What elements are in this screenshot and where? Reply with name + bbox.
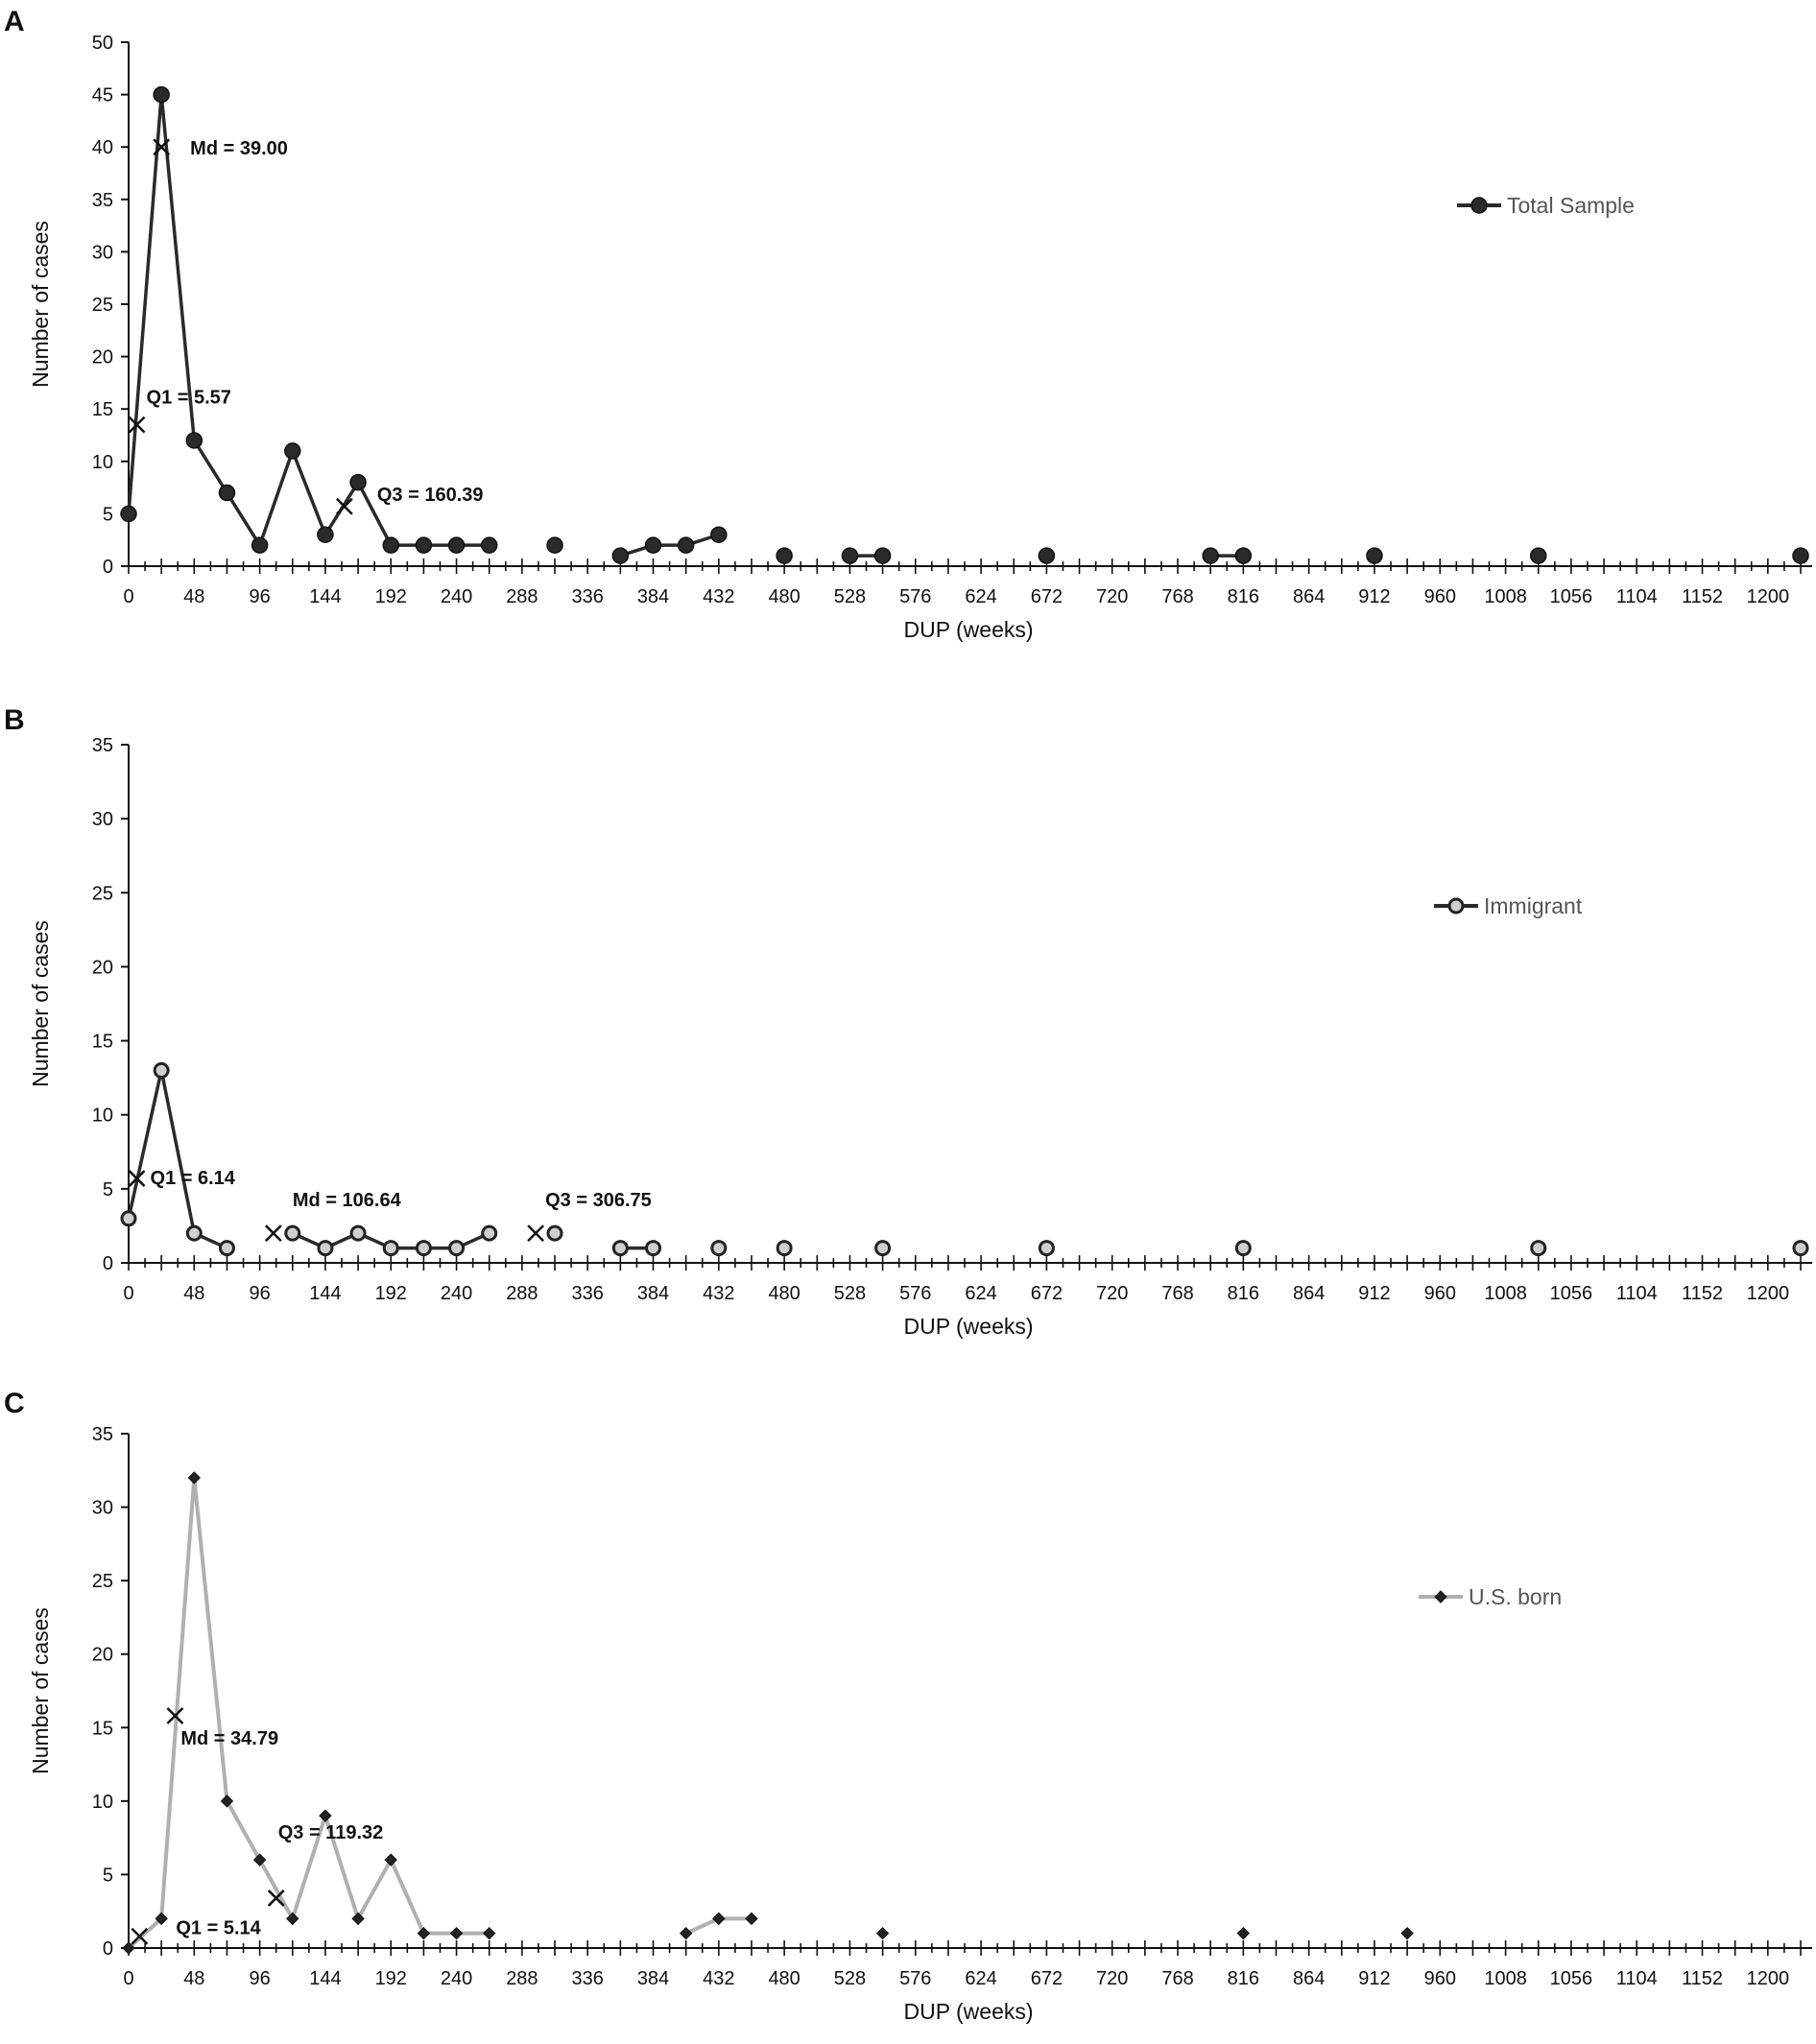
data-point [679, 537, 694, 553]
y-tick-label: 15 [91, 1718, 113, 1740]
x-tick-label: 864 [1292, 1968, 1326, 1989]
y-tick-label: 20 [91, 346, 113, 368]
x-tick-label: 432 [703, 586, 735, 607]
y-tick-label: 20 [91, 1644, 113, 1666]
x-tick-label: 432 [703, 1283, 735, 1304]
x-tick-label: 1152 [1682, 1968, 1724, 1989]
x-tick-label: 720 [1096, 586, 1129, 607]
y-tick-label: 30 [91, 809, 113, 831]
data-point [285, 443, 300, 459]
panel-letter-c: C [4, 1388, 25, 1419]
x-tick-label: 864 [1292, 586, 1326, 607]
data-point [449, 537, 465, 553]
x-axis-title: DUP (weeks) [903, 1999, 1034, 2024]
y-tick-label: 0 [102, 557, 113, 578]
y-tick-label: 10 [91, 1105, 113, 1127]
x-tick-label: 144 [309, 586, 342, 607]
x-tick-label: 1152 [1682, 586, 1724, 607]
data-point [484, 1928, 495, 1939]
x-tick-label: 960 [1423, 586, 1456, 607]
data-point [482, 537, 497, 553]
data-point [1203, 548, 1218, 563]
data-point [186, 433, 202, 448]
data-point [121, 506, 136, 521]
data-point [1793, 548, 1808, 563]
x-tick-label: 768 [1161, 1968, 1194, 1989]
x-tick-label: 1200 [1746, 1283, 1790, 1304]
data-point [219, 486, 234, 501]
data-point [612, 548, 628, 563]
data-point [646, 537, 661, 553]
y-tick-label: 35 [91, 1424, 113, 1445]
data-point [1235, 548, 1251, 563]
panel-letter-b: B [4, 704, 25, 736]
x-tick-label: 528 [833, 1968, 867, 1989]
data-point [451, 1928, 463, 1939]
x-tick-label: 0 [123, 586, 134, 607]
data-point [876, 1242, 890, 1255]
x-tick-label: 96 [249, 586, 271, 607]
data-point [681, 1928, 692, 1939]
stat-annotation: Q1 = 5.14 [176, 1917, 261, 1939]
x-tick-label: 384 [636, 1968, 670, 1989]
data-point [416, 537, 431, 553]
x-tick-label: 1056 [1549, 1283, 1593, 1304]
x-tick-label: 1008 [1484, 1968, 1527, 1989]
x-tick-label: 816 [1227, 1283, 1260, 1304]
series-line [129, 95, 490, 546]
stat-annotation: Q3 = 306.75 [545, 1190, 652, 1212]
data-point [613, 1242, 627, 1255]
x-tick-label: 576 [899, 1283, 932, 1304]
x-tick-label: 480 [768, 1283, 800, 1304]
data-point [320, 1810, 331, 1821]
x-tick-label: 1152 [1682, 1283, 1724, 1304]
y-tick-label: 10 [91, 451, 113, 473]
data-point [713, 1913, 725, 1924]
x-axis-title: DUP (weeks) [903, 1314, 1034, 1339]
data-point [220, 1242, 233, 1255]
x-tick-label: 768 [1161, 586, 1194, 607]
data-point [1039, 1242, 1053, 1255]
data-point [777, 548, 792, 563]
legend-marker [1449, 899, 1463, 913]
data-point [842, 548, 857, 563]
y-tick-label: 25 [91, 1571, 113, 1593]
data-point [1401, 1928, 1413, 1939]
legend-label: Total Sample [1507, 193, 1635, 218]
stat-marker-q1 [131, 1929, 147, 1944]
y-tick-label: 35 [91, 189, 113, 211]
y-tick-label: 15 [91, 399, 113, 421]
panel-letter-a: A [4, 6, 25, 37]
x-tick-label: 912 [1358, 1283, 1391, 1304]
x-tick-label: 336 [571, 1283, 604, 1304]
data-point [188, 1472, 200, 1484]
stat-annotation: Q1 = 5.57 [146, 387, 231, 409]
chart-c-svg [0, 1382, 1816, 2044]
y-axis-title: Number of cases [28, 920, 53, 1087]
stat-annotation: Md = 39.00 [190, 138, 288, 160]
data-point [350, 475, 366, 490]
data-point [1794, 1242, 1807, 1255]
y-axis-title: Number of cases [28, 221, 53, 388]
y-tick-label: 30 [91, 1497, 113, 1519]
series-line [129, 1070, 227, 1248]
data-point [548, 1226, 562, 1240]
chart-a-svg [0, 0, 1816, 662]
x-tick-label: 528 [833, 1283, 867, 1304]
data-point [418, 1928, 429, 1939]
y-tick-label: 40 [91, 137, 113, 159]
chart-panel-a [0, 0, 1816, 662]
x-tick-label: 912 [1358, 1968, 1391, 1989]
data-point [1237, 1928, 1249, 1939]
legend-label: U.S. born [1469, 1584, 1563, 1609]
x-tick-label: 48 [183, 1283, 205, 1304]
series-total-sample [121, 87, 1808, 563]
y-tick-label: 25 [91, 295, 113, 316]
series-u-s-born [123, 1472, 1413, 1954]
x-tick-label: 96 [249, 1283, 271, 1304]
x-tick-label: 672 [1030, 1283, 1063, 1304]
x-tick-label: 48 [183, 1968, 205, 1989]
data-point [187, 1226, 201, 1240]
x-tick-label: 192 [374, 1283, 407, 1304]
stat-marker-q3 [528, 1225, 543, 1241]
x-tick-label: 144 [309, 1283, 342, 1304]
y-tick-label: 10 [91, 1791, 113, 1813]
x-tick-label: 1056 [1549, 586, 1593, 607]
data-point [711, 527, 727, 542]
data-point [712, 1242, 726, 1255]
stat-annotation: Q1 = 6.14 [150, 1168, 235, 1190]
x-tick-label: 528 [833, 586, 867, 607]
data-point [875, 548, 891, 563]
x-tick-label: 624 [965, 1968, 997, 1989]
data-point [1236, 1242, 1250, 1255]
x-tick-label: 960 [1423, 1968, 1456, 1989]
data-point [877, 1928, 889, 1939]
data-point [351, 1226, 365, 1240]
y-tick-label: 50 [91, 33, 113, 54]
data-point [384, 1242, 397, 1255]
x-tick-label: 912 [1358, 586, 1391, 607]
data-point [1039, 548, 1054, 563]
x-tick-label: 1008 [1484, 1283, 1527, 1304]
data-point [122, 1212, 135, 1225]
x-tick-label: 144 [309, 1968, 342, 1989]
stat-marker-md [266, 1225, 281, 1241]
x-tick-label: 480 [768, 1968, 800, 1989]
data-point [1367, 548, 1382, 563]
y-tick-label: 0 [102, 1938, 113, 1960]
x-tick-label: 0 [123, 1968, 134, 1989]
legend-label: Immigrant [1484, 893, 1583, 918]
y-tick-label: 5 [102, 1865, 113, 1887]
stat-annotation: Q3 = 119.32 [277, 1821, 384, 1843]
data-point [383, 537, 398, 553]
x-tick-label: 192 [374, 1968, 407, 1989]
data-point [647, 1242, 660, 1255]
y-tick-label: 20 [91, 957, 113, 979]
x-tick-label: 816 [1227, 1968, 1260, 1989]
y-tick-label: 15 [91, 1031, 113, 1053]
y-tick-label: 45 [91, 84, 113, 107]
x-tick-label: 240 [440, 1968, 473, 1989]
x-tick-label: 96 [249, 1968, 271, 1989]
x-axis-title: DUP (weeks) [903, 617, 1034, 642]
x-tick-label: 240 [440, 586, 473, 607]
x-tick-label: 960 [1423, 1283, 1456, 1304]
x-tick-label: 864 [1292, 1283, 1326, 1304]
legend-marker [1435, 1591, 1446, 1603]
x-tick-label: 384 [636, 1283, 670, 1304]
data-point [1532, 1242, 1545, 1255]
stat-annotation: Q3 = 160.39 [376, 484, 484, 506]
x-tick-label: 816 [1227, 586, 1260, 607]
x-tick-label: 720 [1096, 1283, 1129, 1304]
x-tick-label: 1104 [1615, 1968, 1658, 1989]
data-point [319, 1242, 332, 1255]
x-tick-label: 720 [1096, 1968, 1129, 1989]
x-tick-label: 576 [899, 1968, 932, 1989]
y-axis-title: Number of cases [28, 1607, 53, 1774]
x-tick-label: 672 [1030, 586, 1063, 607]
stat-annotation: Md = 34.79 [180, 1728, 279, 1750]
x-tick-label: 288 [506, 1968, 538, 1989]
y-tick-label: 25 [91, 883, 113, 905]
legend-marker [1471, 198, 1487, 213]
y-tick-label: 5 [102, 1178, 113, 1200]
x-tick-label: 240 [440, 1283, 473, 1304]
data-point [547, 537, 562, 553]
y-tick-label: 30 [91, 242, 113, 264]
x-tick-label: 48 [183, 586, 205, 607]
x-tick-label: 1104 [1615, 1283, 1658, 1304]
x-tick-label: 1008 [1484, 586, 1527, 607]
data-point [417, 1242, 430, 1255]
x-tick-label: 288 [506, 586, 538, 607]
chart-panel-c [0, 1382, 1816, 2027]
x-tick-label: 288 [506, 1283, 538, 1304]
x-tick-label: 1104 [1615, 586, 1658, 607]
x-tick-label: 0 [123, 1283, 134, 1304]
series-line [129, 1478, 490, 1948]
stat-annotation: Md = 106.64 [292, 1190, 401, 1212]
x-tick-label: 624 [965, 1283, 997, 1304]
x-tick-label: 672 [1030, 1968, 1063, 1989]
x-tick-label: 384 [636, 586, 670, 607]
x-tick-label: 192 [374, 586, 407, 607]
data-point [746, 1913, 757, 1924]
x-tick-label: 432 [703, 1968, 735, 1989]
data-point [483, 1226, 496, 1240]
x-tick-label: 336 [571, 1968, 604, 1989]
data-point [252, 537, 268, 553]
data-point [777, 1242, 791, 1255]
data-point [286, 1226, 299, 1240]
x-tick-label: 480 [768, 586, 800, 607]
chart-panel-b [0, 699, 1816, 1361]
x-tick-label: 1200 [1746, 586, 1790, 607]
x-tick-label: 624 [965, 586, 997, 607]
x-tick-label: 1200 [1746, 1968, 1790, 1989]
y-tick-label: 35 [91, 735, 113, 756]
data-point [318, 527, 333, 542]
series-line [620, 535, 718, 556]
data-point [1531, 548, 1546, 563]
y-tick-label: 5 [102, 504, 113, 526]
x-tick-label: 336 [571, 586, 604, 607]
y-tick-label: 0 [102, 1253, 113, 1274]
data-point [450, 1242, 464, 1255]
x-tick-label: 576 [899, 586, 932, 607]
chart-b-svg [0, 699, 1816, 1361]
data-point [154, 87, 169, 103]
data-point [155, 1063, 168, 1077]
series-immigrant [122, 1063, 1807, 1254]
x-tick-label: 768 [1161, 1283, 1194, 1304]
x-tick-label: 1056 [1549, 1968, 1593, 1989]
